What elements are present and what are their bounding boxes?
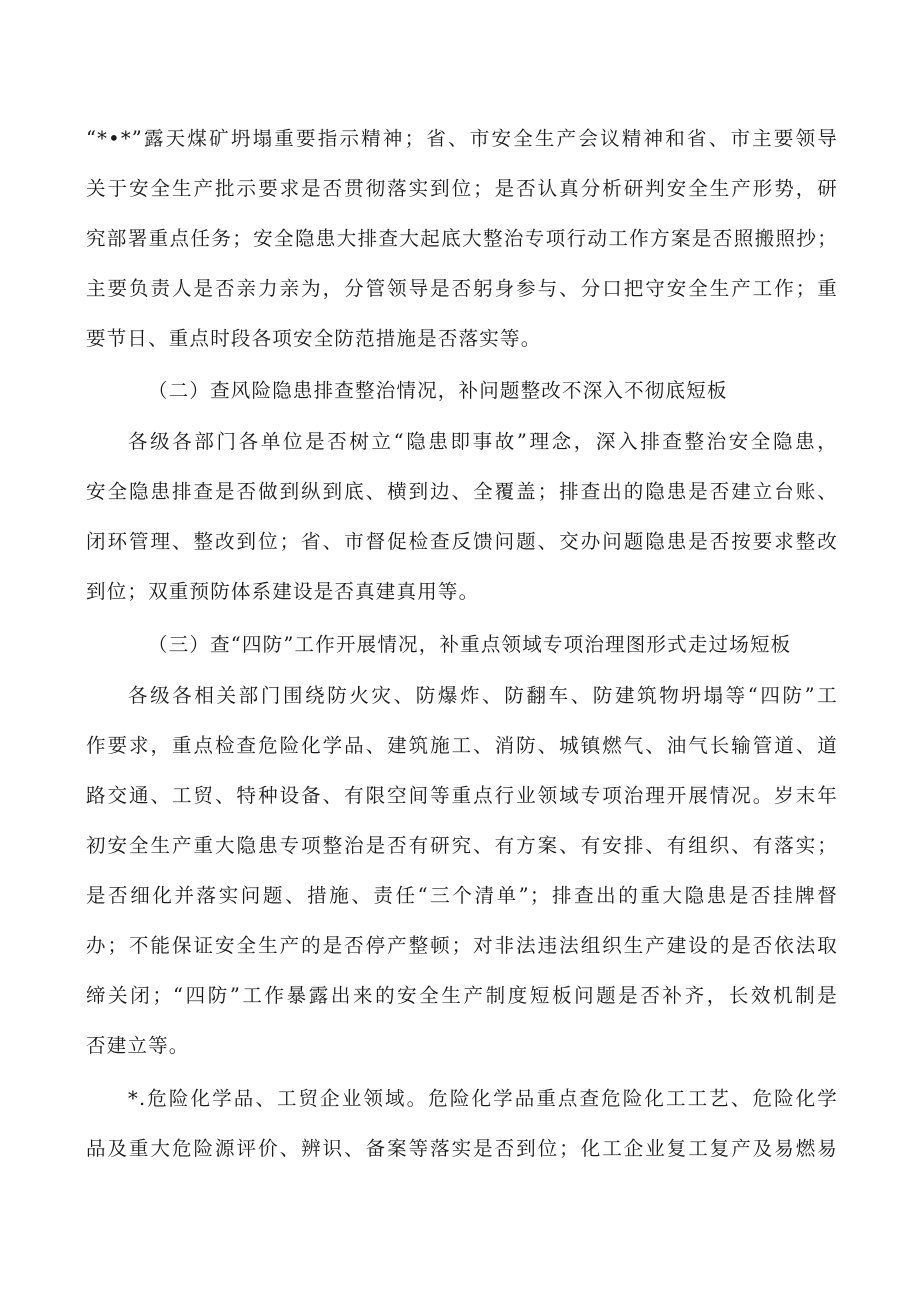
text-line: 究部署重点任务；安全隐患大排查大起底大整治专项行动工作方案是否照搬照抄； [86,227,838,250]
text-line: 安全隐患排查是否做到纵到底、横到边、全覆盖；排查出的隐患是否建立台账、 [86,480,838,503]
text-line: “*•*”露天煤矿坍塌重要指示精神；省、市安全生产会议精神和省、市主要领导 [86,127,838,150]
text-line: 否建立等。 [86,1034,190,1057]
text-line: 到位；双重预防体系建设是否真建真用等。 [86,580,480,603]
text-line: 缔关闭；“四防”工作暴露出来的安全生产制度短板问题是否补齐，长效机制是 [86,984,838,1007]
text-line: 路交通、工贸、特种设备、有限空间等重点行业领域专项治理开展情况。岁末年 [86,784,838,807]
text-line: 初安全生产重大隐患专项整治是否有研究、有方案、有安排、有组织、有落实； [86,834,838,857]
text-line: 各级各部门各单位是否树立“隐患即事故”理念，深入排查整治安全隐患， [128,430,838,453]
text-line: 关于安全生产批示要求是否贯彻落实到位；是否认真分析研判安全生产形势，研 [86,177,838,200]
text-line: 作要求，重点检查危险化学品、建筑施工、消防、城镇燃气、油气长输管道、道 [86,734,838,757]
text-line: 闭环管理、整改到位；省、市督促检查反馈问题、交办问题隐患是否按要求整改 [86,530,838,553]
text-line: 要节日、重点时段各项安全防范措施是否落实等。 [86,327,542,350]
text-line: *.危险化学品、工贸企业领域。危险化学品重点查危险化工工艺、危险化学 [128,1087,838,1110]
text-line: 办；不能保证安全生产的是否停产整顿；对非法违法组织生产建设的是否依法取 [86,934,838,957]
text-line: 主要负责人是否亲力亲为，分管领导是否躬身参与、分口把守安全生产工作；重 [86,277,838,300]
section-heading-3: （三）查“四防”工作开展情况，补重点领域专项治理图形式走过场短板 [148,633,792,656]
text-line: 品及重大危险源评价、辨识、备案等落实是否到位；化工企业复工复产及易燃易 [86,1137,838,1160]
text-line: 各级各相关部门围绕防火灾、防爆炸、防翻车、防建筑物坍塌等“四防”工 [128,684,838,707]
section-heading-2: （二）查风险隐患排查整治情况，补问题整改不深入不彻底短板 [148,379,728,402]
text-line: 是否细化并落实问题、措施、责任“三个清单”；排查出的重大隐患是否挂牌督 [86,884,838,907]
